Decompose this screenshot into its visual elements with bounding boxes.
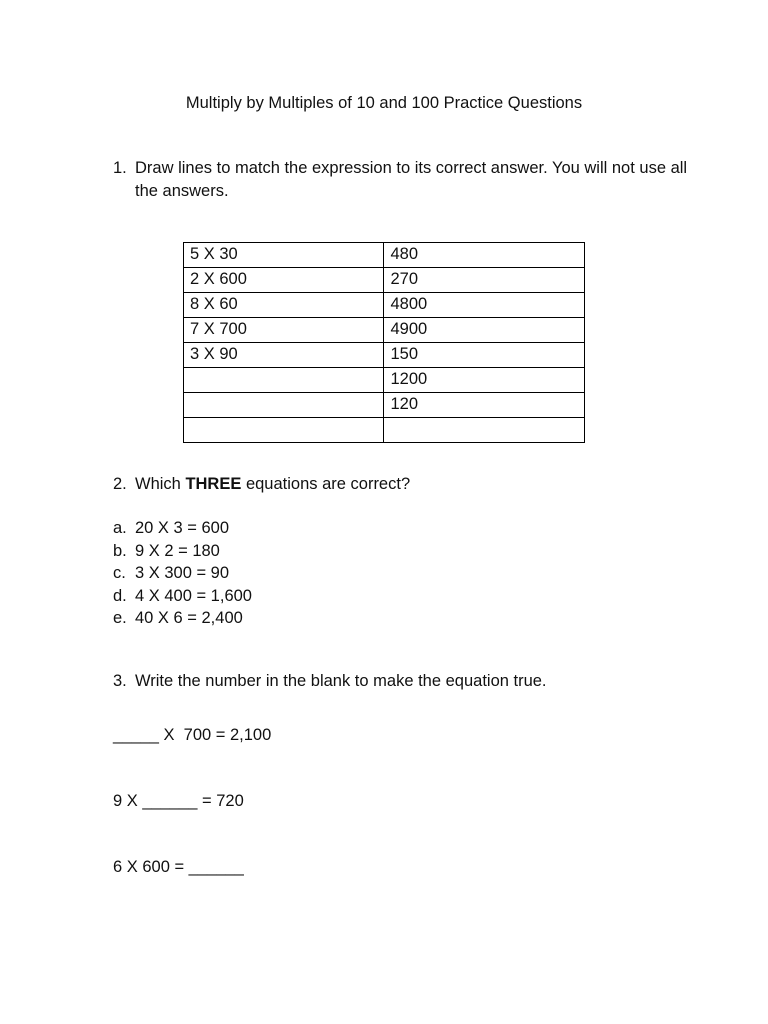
question-2-emphasis: THREE <box>185 475 242 493</box>
answer-cell: 150 <box>384 343 585 368</box>
answer-cell: 270 <box>384 268 585 293</box>
choice-text: 9 X 2 = 180 <box>135 541 220 560</box>
question-1-number: 1. <box>113 159 127 177</box>
table-row <box>184 418 585 443</box>
table-row <box>184 318 585 343</box>
expression-cell: 2 X 600 <box>184 268 384 293</box>
expression-cell: 3 X 90 <box>184 343 384 368</box>
list-item <box>113 540 252 563</box>
answer-cell: 4900 <box>384 318 585 343</box>
choice-text: 40 X 6 = 2,400 <box>135 609 243 627</box>
choice-letter: c. <box>113 564 126 582</box>
fill-in-equation: _____ X 700 = 2,100 <box>113 726 272 744</box>
choice-letter: d. <box>113 586 127 605</box>
answer-cell: 120 <box>384 393 585 418</box>
table-row <box>184 243 585 268</box>
table-row <box>184 368 585 393</box>
expression-cell: 5 X 30 <box>184 243 384 268</box>
choice-letter: a. <box>113 519 127 537</box>
question-1 <box>113 157 693 207</box>
list-item <box>113 607 252 630</box>
matching-table <box>183 242 585 443</box>
answer-cell: 1200 <box>384 368 585 393</box>
expression-cell <box>184 393 384 418</box>
choice-letter: b. <box>113 541 127 560</box>
question-2-text-start: Which <box>135 475 186 493</box>
question-3 <box>113 670 693 693</box>
answer-cell: 4800 <box>384 293 585 318</box>
answer-cell <box>384 418 585 443</box>
question-2-text-end: equations are correct? <box>241 475 411 493</box>
question-2 <box>113 473 693 496</box>
table-row <box>184 343 585 368</box>
table-row <box>184 293 585 318</box>
question-1-text: Draw lines to match the expression to its correct answer. You will not use all the answers. <box>135 159 688 200</box>
expression-cell <box>184 368 384 393</box>
list-item <box>113 517 252 540</box>
expression-cell <box>184 418 384 443</box>
choice-text: 3 X 300 = 90 <box>135 564 230 582</box>
table-row <box>184 268 585 293</box>
answer-choices <box>113 517 252 630</box>
choice-text: 20 X 3 = 600 <box>135 519 230 537</box>
answer-cell: 480 <box>384 243 585 268</box>
question-2-number: 2. <box>113 475 127 493</box>
expression-cell: 8 X 60 <box>184 293 384 318</box>
list-item <box>113 562 252 585</box>
question-3-text: Write the number in the blank to make the equation true. <box>135 672 547 690</box>
question-2-text <box>135 473 691 496</box>
table-row <box>184 393 585 418</box>
choice-text: 4 X 400 = 1,600 <box>135 586 252 605</box>
worksheet-title: Multiply by Multiples of 10 and 100 Practice Questions <box>185 94 583 112</box>
question-3-number: 3. <box>113 672 127 690</box>
fill-in-equation: 9 X ______ = 720 <box>113 792 244 810</box>
fill-in-equation: 6 X 600 = ______ <box>113 858 244 876</box>
list-item <box>113 585 252 608</box>
choice-letter: e. <box>113 609 127 627</box>
expression-cell: 7 X 700 <box>184 318 384 343</box>
